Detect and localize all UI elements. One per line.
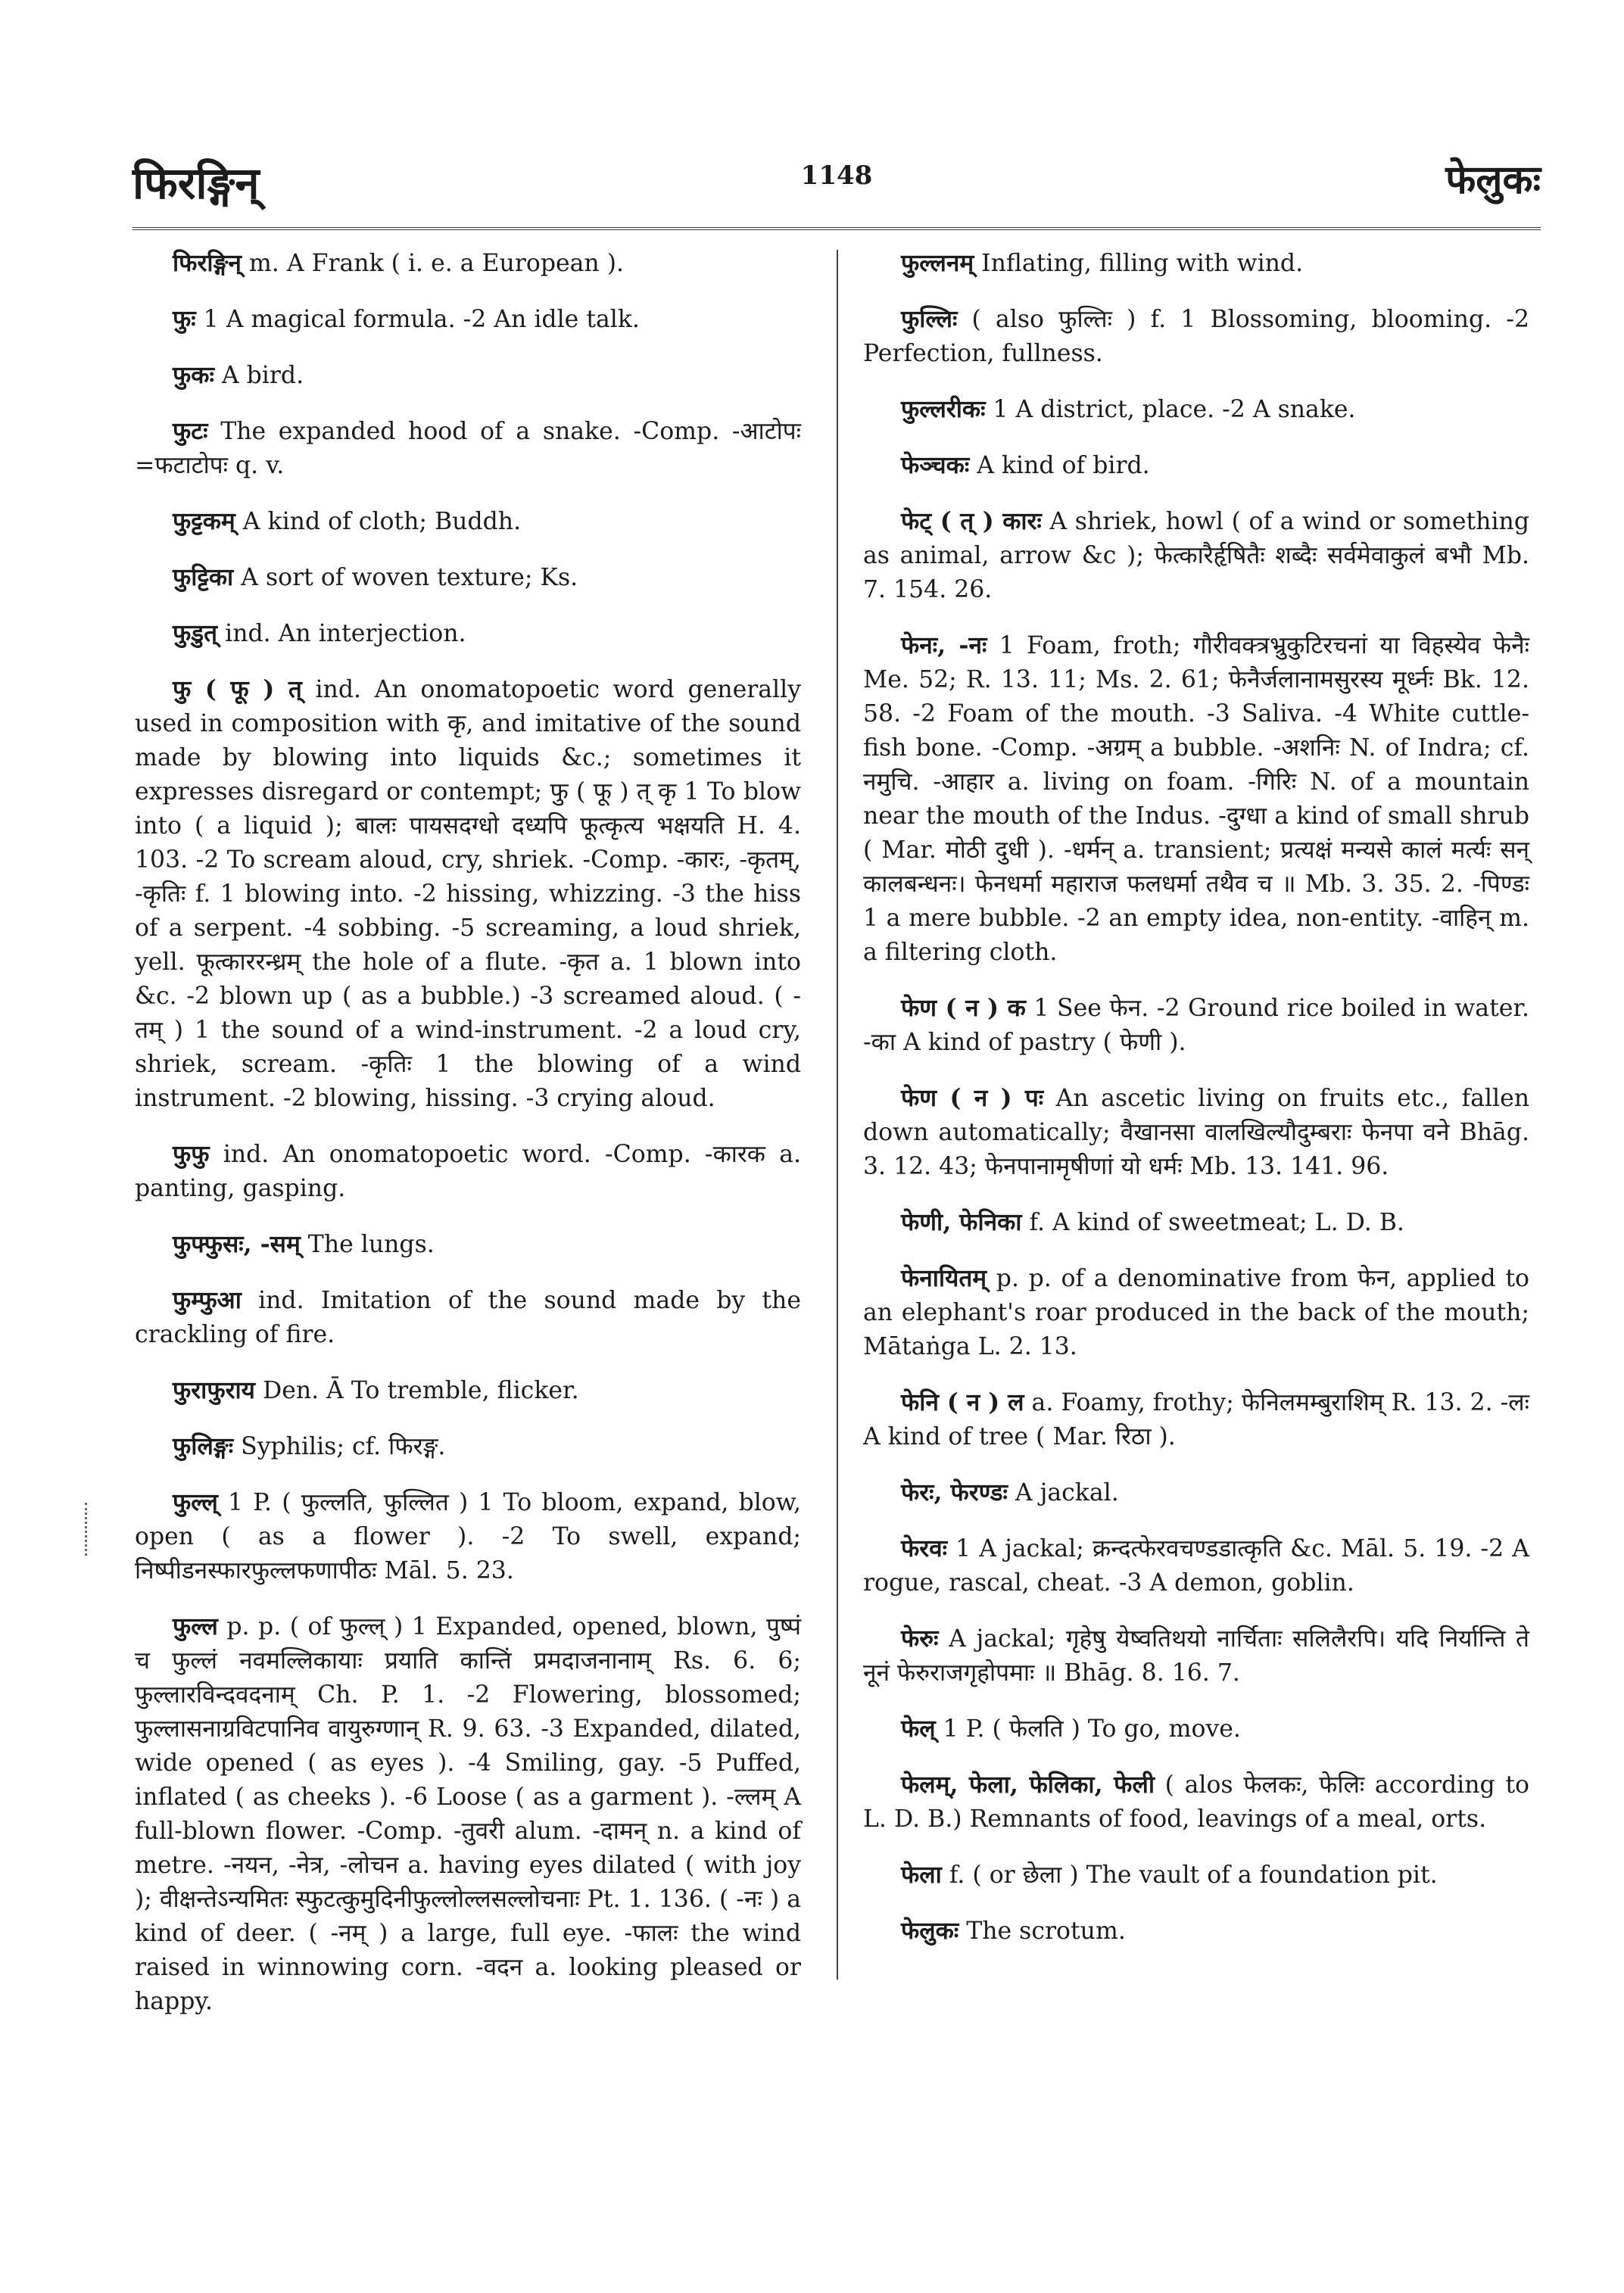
dictionary-entry	[863, 246, 1529, 281]
entry-headword: फेनः, -नः	[901, 631, 987, 659]
entry-headword: फुः	[173, 305, 196, 333]
entry-headword: फुटः	[173, 417, 208, 445]
entry-headword: फेनायितम्	[901, 1264, 987, 1292]
entry-headword: फुफ्फुसः, -सम्	[173, 1230, 301, 1258]
entry-definition: Inflating, filling with wind.	[974, 250, 1304, 277]
entry-definition: ind. An interjection.	[217, 620, 466, 647]
entry-headword: फुट्टकम्	[173, 507, 235, 535]
entry-definition: Den. Ā To tremble, flicker.	[254, 1377, 579, 1404]
entry-definition: Syphilis; cf. फिरङ्ग.	[233, 1433, 446, 1460]
entry-definition: The expanded hood of a snake. -Comp. -आटोपः =फटाटोपः q. v.	[135, 418, 801, 479]
dictionary-entry	[135, 504, 801, 539]
entry-headword: फेण ( न ) पः	[901, 1084, 1044, 1112]
dictionary-entry	[135, 616, 801, 651]
entry-definition: m. A Frank ( i. e. a European ).	[241, 250, 625, 277]
entry-headword: फुल्लरीकः	[901, 395, 986, 423]
entry-definition: ( also फुल्तिः ) f. 1 Blossoming, blooming. -2 Perfection, fullness.	[863, 306, 1529, 367]
right-column	[863, 246, 1529, 1970]
dictionary-entry	[135, 1227, 801, 1262]
column-divider	[837, 250, 838, 1980]
entry-headword: फुल्लिः	[901, 305, 958, 333]
entry-definition: A kind of cloth; Buddh.	[235, 508, 522, 535]
entry-definition: ind. An onomatopoetic word generally used in composition with कृ, and imitative of the sound made by blowing into liquids &c.; sometimes it expresses disregard or contempt; फु ( फू ) त् कृ 1 To blow into ( a liquid ); बालः पायसदग्धो दध्यपि फूत्कृत्य भक्षयति H. 4. 103. -2 To scream aloud, cry, shriek. -Comp. -कारः, -कृतम्, -कृतिः f. 1 blowing into. -2 hissing, whizzing. -3 the hiss of a serpent. -4 sobbing. -5 screaming, a loud shriek, yell. फूत्काररन्ध्रम् the hole of a flute. -कृत a. 1 blown into &c. -2 blown up ( as a bubble.) -3 screamed aloud. ( -तम् ) 1 the sound of a wind-instrument. -2 a loud cry, shriek, scream. -कृतिः 1 the blowing of a wind instrument. -2 blowing, hissing. -3 crying aloud.	[135, 676, 801, 1112]
dictionary-entry	[863, 392, 1529, 427]
left-column	[135, 246, 801, 2040]
dictionary-entry	[863, 1261, 1529, 1364]
dictionary-entry	[863, 448, 1529, 483]
entry-headword: फेञ्चकः	[901, 451, 970, 479]
entry-headword: फेट् ( त् ) कारः	[901, 507, 1042, 535]
entry-headword: फु ( फू ) त्	[173, 675, 302, 703]
header-right-guide-word: फेलुकः	[1445, 157, 1541, 203]
entry-definition: ind. Imitation of the sound made by the crackling of fire.	[135, 1287, 801, 1348]
entry-definition: A kind of bird.	[969, 452, 1150, 479]
dictionary-entry	[863, 1205, 1529, 1240]
dictionary-entry	[863, 504, 1529, 607]
entry-headword: फुलिङ्गः	[173, 1432, 234, 1460]
entry-definition: ind. An onomatopoetic word. -Comp. -कारक a. panting, gasping.	[135, 1141, 801, 1202]
entry-headword: फुल्लनम्	[901, 249, 974, 277]
dictionary-entry	[135, 672, 801, 1116]
entry-definition: p. p. of a denominative from फेन, applied to an elephant's roar produced in the back of the mouth; Mātaṅga L. 2. 13.	[863, 1265, 1529, 1360]
entry-definition: 1 A district, place. -2 A snake.	[985, 396, 1356, 423]
entry-headword: फेरः, फेरण्डः	[901, 1478, 1008, 1506]
dictionary-entry	[135, 1137, 801, 1206]
entry-definition: A jackal.	[1007, 1479, 1119, 1506]
dictionary-entry	[863, 1858, 1529, 1893]
entry-headword: फेरुः	[901, 1625, 939, 1653]
entry-definition: 1 P. ( फेलति ) To go, move.	[935, 1715, 1241, 1743]
entry-headword: फेलुकः	[901, 1917, 959, 1945]
entry-headword: फुम्फुआ	[173, 1286, 242, 1314]
dictionary-entry	[863, 302, 1529, 371]
entry-headword: फेलम्, फेला, फेलिका, फेली	[901, 1771, 1155, 1799]
entry-definition: A jackal; गृहेषु येष्वतिथयो नार्चिताः सलिलैरपि। यदि निर्यान्ति ते नूनं फेरुराजगृहोपमाः ॥ Bhāg. 8. 16. 7.	[863, 1625, 1529, 1687]
entry-definition: 1 Foam, froth; गौरीवक्त्रभ्रुकुटिरचनां या विहस्येव फेनैः Me. 52; R. 13. 11; Ms. 2. 61; फेनैर्जलानामसुरस्य मूर्ध्नः Bk. 12. 58. -2 Foam of the mouth. -3 Saliva. -4 White cuttle-fish bone. -Comp. -अग्रम् a bubble. -अशनिः N. of Indra; cf. नमुचि. -आहार a. living on foam. -गिरिः N. of a mountain near the mouth of the Indus. -दुग्धा a kind of small shrub ( Mar. मोठी दुधी ). -धर्मन् a. transient; प्रत्यक्षं मन्यसे कालं मर्त्यः सन् कालबन्धनः। फेनधर्मा महाराज फलधर्मा तथैव च ॥ Mb. 3. 35. 2. -पिण्डः 1 a mere bubble. -2 an empty idea, non-entity. -वाहिन् m. a filtering cloth.	[863, 632, 1529, 966]
entry-headword: फेनि ( न ) ल	[901, 1388, 1024, 1416]
entry-headword: फुट्टिका	[173, 563, 234, 591]
dictionary-entry	[135, 1485, 801, 1588]
entry-headword: फेरवः	[901, 1534, 948, 1562]
entry-definition: 1 A jackal; क्रन्दत्फेरवचण्डडात्कृति &c. Māl. 5. 19. -2 A rogue, rascal, cheat. -3 A demon, goblin.	[863, 1535, 1529, 1597]
margin-mark	[85, 1503, 95, 1556]
entry-headword: फुडुत्	[173, 619, 218, 647]
page-header	[132, 151, 1541, 212]
entry-definition: 1 See फेन. -2 Ground rice boiled in water. -का A kind of pastry ( फेणी ).	[863, 995, 1529, 1056]
dictionary-entry	[863, 1081, 1529, 1184]
entry-definition: f. A kind of sweetmeat; L. D. B.	[1021, 1209, 1404, 1236]
dictionary-entry	[135, 1283, 801, 1352]
entry-headword: फिरङ्गिन्	[173, 249, 242, 277]
entry-definition: A shriek, howl ( of a wind or something as animal, arrow &c ); फेत्कारैर्हृषितैः शब्दैः सर्वमेवाकुलं बभौ Mb. 7. 154. 26.	[863, 508, 1529, 603]
dictionary-entry	[135, 560, 801, 595]
dictionary-entry	[863, 1622, 1529, 1690]
entry-definition: p. p. ( of फुल्ल् ) 1 Expanded, opened, blown, पुष्पं च फुल्लं नवमल्लिकायाः प्रयाति कान्तिं प्रमदाजनानाम् Rs. 6. 6; फुल्लारविन्दवदनाम् Ch. P. 1. -2 Flowering, blossomed; फुल्लासनाग्रविटपानिव वायुरुग्णान् R. 9. 63. -3 Expanded, dilated, wide opened ( as eyes ). -4 Smiling, gay. -5 Puffed, inflated ( as cheeks ). -6 Loose ( as a garment ). -ल्लम् A full-blown flower. -Comp. -तुवरी alum. -दामन् n. a kind of metre. -नयन, -नेत्र, -लोचन a. having eyes dilated ( with joy ); वीक्षन्तेऽन्यमितः स्फुटत्कुमुदिनीफुल्लोल्लसल्लोचनाः Pt. 1. 136. ( -नः ) a kind of deer. ( -नम् ) a large, full eye. -फालः the wind raised in winnowing corn. -वदन a. looking pleased or happy.	[135, 1613, 801, 2015]
header-rule	[132, 227, 1541, 230]
entry-headword: फेणी, फेनिका	[901, 1208, 1022, 1236]
dictionary-entry	[863, 1531, 1529, 1600]
entry-definition: ( alos फेलकः, फेलिः according to L. D. B.) Remnants of food, leavings of a meal, orts.	[863, 1771, 1529, 1833]
entry-definition: An ascetic living on fruits etc., fallen down automatically; वैखानसा वालखिल्यौदुम्बराः फेनपा वने Bhāg. 3. 12. 43; फेनपानामृषीणां यो धर्मः Mb. 13. 141. 96.	[863, 1085, 1529, 1180]
dictionary-entry	[863, 1475, 1529, 1510]
dictionary-entry	[863, 1914, 1529, 1949]
entry-headword: फेल्	[901, 1715, 936, 1743]
entry-definition: f. ( or छेला ) The vault of a foundation pit.	[941, 1862, 1438, 1889]
header-left-guide-word: फिरङ्गिन्	[132, 157, 260, 209]
dictionary-entry	[135, 302, 801, 337]
entry-definition: The scrotum.	[959, 1918, 1126, 1945]
entry-definition: a. Foamy, frothy; फेनिलमम्बुराशिम् R. 13. 2. -लः A kind of tree ( Mar. रिठा ).	[863, 1389, 1529, 1450]
entry-definition: 1 P. ( फुल्लति, फुल्लित ) 1 To bloom, expand, blow, open ( as a flower ). -2 To swell, expand; निष्पीडनस्फारफुल्लफणापीठः Māl. 5. 23.	[135, 1489, 801, 1584]
entry-definition: A sort of woven texture; Ks.	[233, 564, 578, 591]
entry-headword: फुराफुराय	[173, 1376, 255, 1404]
entry-headword: फुकः	[173, 361, 214, 389]
page-number: 1148	[800, 160, 873, 191]
dictionary-entry	[863, 1768, 1529, 1837]
entry-headword: फुल्ल	[173, 1612, 218, 1640]
entry-definition: A bird.	[214, 362, 304, 389]
dictionary-entry	[135, 414, 801, 483]
dictionary-entry	[863, 1712, 1529, 1746]
entry-headword: फेण ( न ) क	[901, 994, 1026, 1022]
entry-definition: 1 A magical formula. -2 An idle talk.	[195, 306, 640, 333]
dictionary-entry	[135, 1373, 801, 1408]
dictionary-entry	[135, 1609, 801, 2019]
entry-headword: फेला	[901, 1861, 942, 1889]
dictionary-entry	[863, 991, 1529, 1060]
dictionary-entry	[863, 1385, 1529, 1454]
dictionary-entry	[135, 358, 801, 393]
entry-definition: The lungs.	[300, 1231, 435, 1258]
entry-headword: फुल्ल्	[173, 1488, 218, 1516]
dictionary-entry	[135, 1429, 801, 1464]
dictionary-entry	[135, 246, 801, 281]
entry-headword: फुफु	[173, 1140, 210, 1168]
dictionary-entry	[863, 628, 1529, 970]
